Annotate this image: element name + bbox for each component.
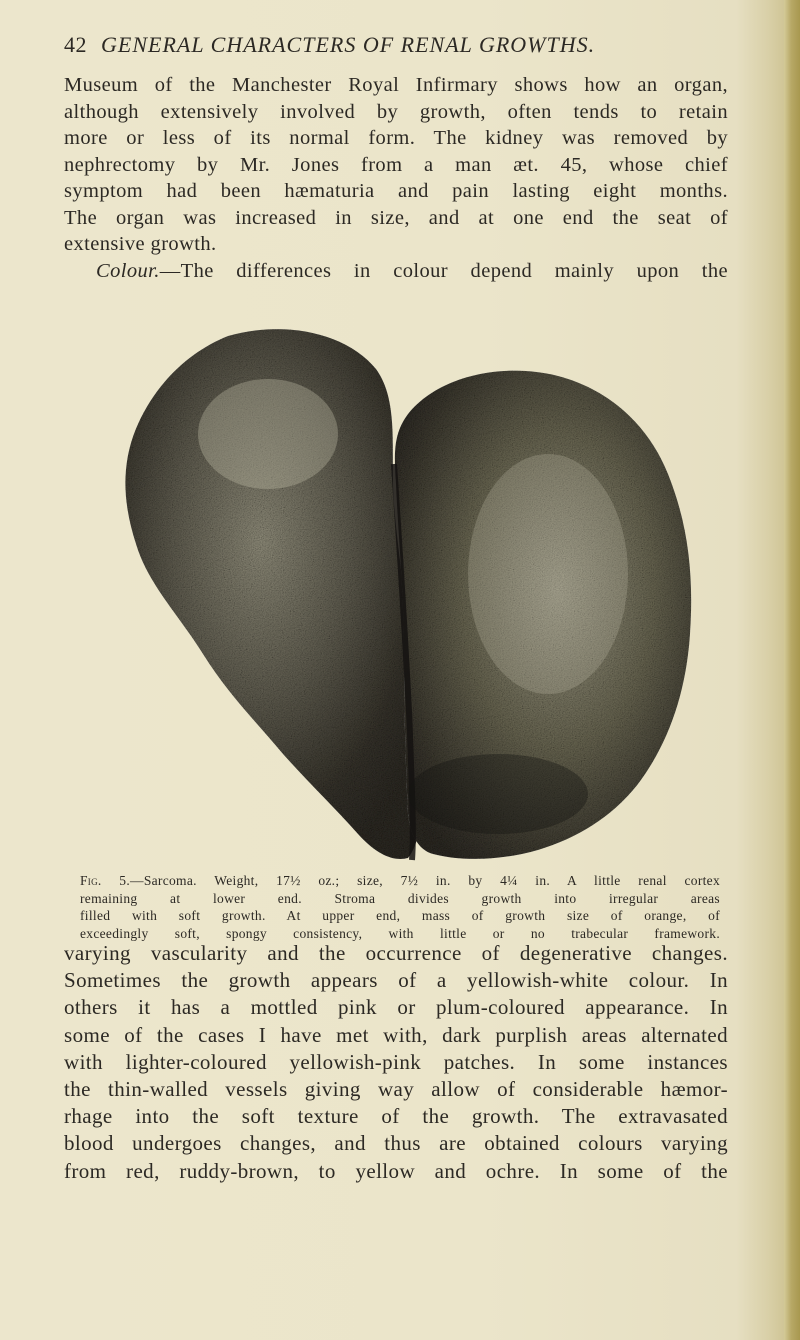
caption-line: remaining at lower end. Stroma divides growth into irregular areas <box>80 890 720 906</box>
paragraph-line: more or less of its normal form. The kidney was removed by <box>64 127 728 149</box>
colour-heading: Colour. <box>96 259 160 282</box>
cortex-highlight <box>468 454 628 694</box>
paragraph-line: with lighter-coloured yellowish-pink patches. In some instances <box>64 1049 728 1074</box>
figure-caption <box>80 872 720 942</box>
paragraph-line: blood undergoes changes, and thus are obtained colours varying <box>64 1131 728 1156</box>
paragraph-line: the thin-walled vessels giving way allow of considerable hæmor- <box>64 1077 728 1102</box>
paragraph-line: others it has a mottled pink or plum-coloured appearance. In <box>64 995 728 1020</box>
paragraph-line: The organ was increased in size, and at one end the seat of <box>64 206 728 229</box>
paragraph-line: rhage into the soft texture of the growth. The extravasated <box>64 1104 728 1129</box>
paragraph-line: nephrectomy by Mr. Jones from a man æt. 45, whose chief <box>64 153 728 176</box>
caption-line <box>80 872 720 890</box>
paragraph-line: Museum of the Manchester Royal Infirmary shows how an organ, <box>64 74 728 96</box>
lower-shadow <box>408 754 588 834</box>
caption-text: —Sarcoma. Weight, 17½ oz.; size, 7½ in. by 4¼ in. A little renal cortex <box>130 873 721 888</box>
paragraph-1 <box>64 72 728 284</box>
page-edge <box>784 0 800 1340</box>
running-header <box>64 32 724 58</box>
colour-line <box>64 258 728 285</box>
paragraph-line: some of the cases I have met with, dark purplish areas alternated <box>64 1022 728 1047</box>
figure-label: Fig. 5. <box>80 873 131 888</box>
caption-line: exceedingly soft, spongy consistency, with little or no trabecular framework. <box>80 925 720 941</box>
paragraph-line: Sometimes the growth appears of a yellowish-white colour. In <box>64 968 728 993</box>
kidney-specimen-figure <box>108 314 700 864</box>
paragraph-line: extensive growth. <box>64 233 217 255</box>
running-title: GENERAL CHARACTERS OF RENAL GROWTHS. <box>101 32 596 57</box>
page-number: 42 <box>64 32 87 57</box>
paragraph-line: from red, ruddy-brown, to yellow and ochre. In some of the <box>64 1158 728 1183</box>
paragraph-2 <box>64 940 728 1185</box>
caption-line: filled with soft growth. At upper end, mass of growth size of orange, of <box>80 908 720 923</box>
paragraph-line: although extensively involved by growth, often tends to retain <box>64 100 728 123</box>
paragraph-line: symptom had been hæmaturia and pain lasting eight months. <box>64 180 728 202</box>
paragraph-line: varying vascularity and the occurrence of degenerative changes. <box>64 941 728 965</box>
colour-text: —The differences in colour depend mainly upon the <box>159 259 728 282</box>
upper-growth-mass <box>198 379 338 489</box>
